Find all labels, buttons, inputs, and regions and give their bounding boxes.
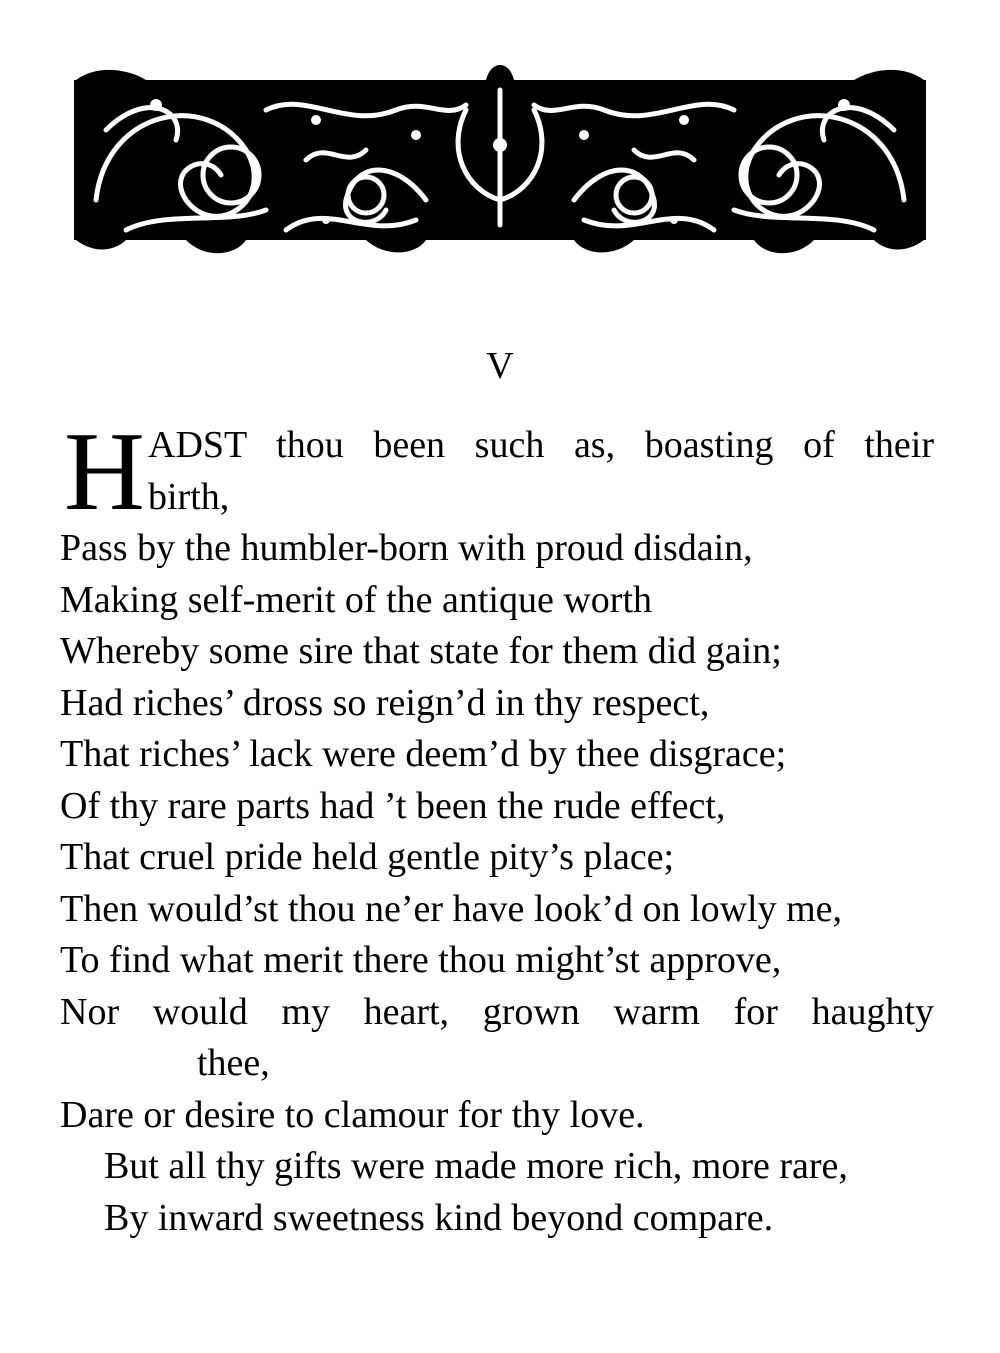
poem-line: Dare or desire to clamour for thy love. [60, 1093, 645, 1136]
couplet-line: By inward sweetness kind beyond compare. [104, 1196, 774, 1239]
poem-line: Making self-merit of the antique worth [60, 578, 653, 621]
poem-line: Then would’st thou ne’er have look’d on lowly me, [60, 887, 843, 930]
poem-line: Of thy rare parts had ’t been the rude effect, [60, 784, 726, 827]
poem-line: Whereby some sire that state for them did gain; [60, 630, 782, 672]
poem-line-turnover: birth, [148, 475, 230, 518]
poem-line: That riches’ lack were deem’d by thee disgrace; [60, 733, 787, 775]
poem-body [60, 410, 934, 1244]
couplet-line: But all thy gifts were made more rich, more rare, [104, 1145, 848, 1187]
poem-line: Had riches’ dross so reign’d in thy respect, [60, 681, 710, 724]
poem-line: Pass by the humbler-born with proud disdain, [60, 527, 753, 569]
poem-line: To find what merit there thou might’st approve, [60, 939, 782, 981]
poem-line-turnover: thee, [197, 1042, 270, 1084]
poem-line: That cruel pride held gentle pity’s place; [60, 836, 675, 878]
section-numeral: V [486, 345, 514, 387]
first-stanza-opening [60, 410, 934, 534]
floral-scroll-headpiece-icon [66, 50, 934, 268]
poem-line: Nor would my heart, grown warm for haughty [60, 990, 934, 1033]
poem-line: ADST thou been such as, boasting of their [148, 424, 934, 466]
drop-cap: H [64, 410, 145, 534]
